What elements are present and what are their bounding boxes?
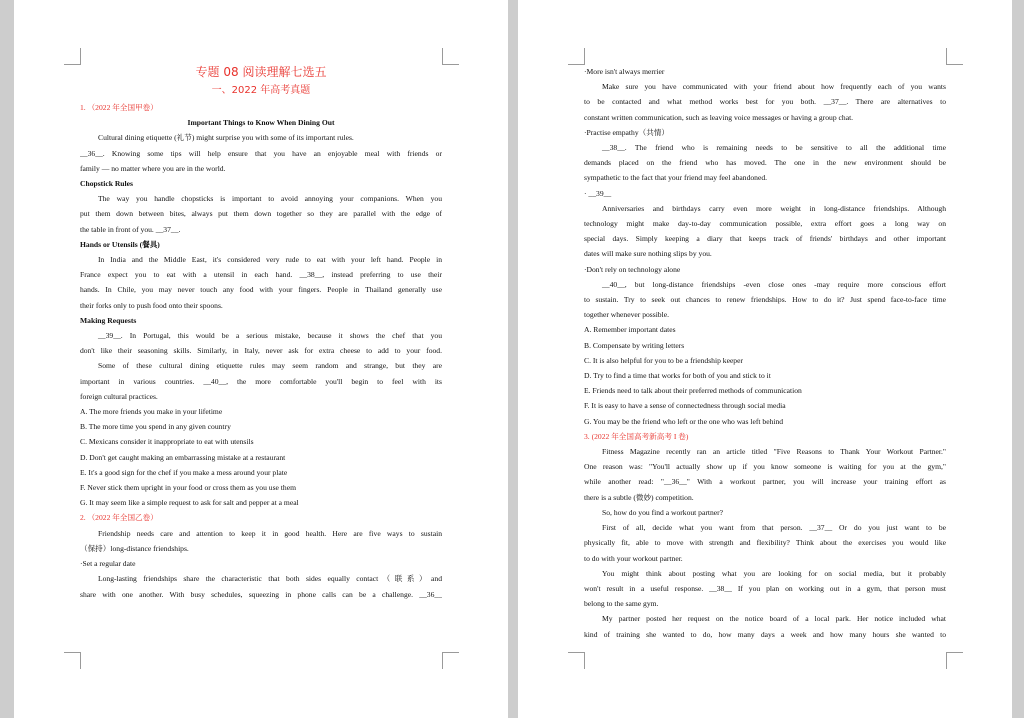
- text-line: dates will make sure nothing slips by you.: [584, 249, 712, 259]
- text-line: Make sure you have communicated with your friend about how frequently each of you wants: [602, 82, 946, 92]
- text-line: there is a subtle (微妙) competition.: [584, 492, 694, 502]
- text-line: physically fit, able to move with strength and flexibility? Think about the exercises you would like: [584, 538, 946, 548]
- text-line: belong to the same gym.: [584, 599, 659, 609]
- text-line: B. Compensate by writing letters: [584, 340, 685, 350]
- text-line: F. Never stick them upright in your food or cross them as you use them: [80, 483, 296, 493]
- text-line: The way you handle chopsticks is important to avoid annoying your companions. When you: [98, 194, 442, 204]
- text-line: don't like their seasoning skills. Similarly, in Italy, never ask for extra cheese to add to your food.: [80, 346, 442, 356]
- text-line: demands placed on the friend who has moved. The one in the new environment should be: [584, 158, 946, 168]
- text-line: My partner posted her request on the notice board of a local park. Her notice included what: [602, 614, 946, 624]
- text-line: E. Friends need to talk about their preferred methods of communication: [584, 386, 802, 396]
- text-line: F. It is easy to have a sense of connectedness through social media: [584, 401, 786, 411]
- text-line: G. It may seem like a simple request to ask for salt and pepper at a meal: [80, 498, 299, 508]
- page-corner-mark: [568, 48, 585, 65]
- page-corner-mark: [64, 652, 81, 669]
- text-line: ·Set a regular date: [80, 559, 136, 569]
- text-line: In India and the Middle East, it's considered very rude to eat with your left hand. People in: [98, 255, 442, 265]
- text-line: E. It's a good sign for the chef if you make a mess around your plate: [80, 467, 288, 477]
- text-line: won't result in a useful response. __38__ If you plan on working out in a gym, that person must: [584, 583, 946, 593]
- document-page-left: [14, 0, 508, 718]
- doc-subtitle: 一、2022 年高考真题: [211, 85, 311, 96]
- text-line: to sustain. Try to seek out chances to renew friendships. How to do it? Just spend face-to-face time: [584, 295, 946, 305]
- text-line: A. Remember important dates: [584, 325, 676, 335]
- text-line: Hands or Utensils (餐具): [80, 239, 160, 249]
- page-corner-mark: [442, 48, 459, 65]
- text-line: sympathetic to the fact that your friend may feel abandoned.: [584, 173, 768, 183]
- text-line: family — no matter where you are in the world.: [80, 163, 226, 173]
- text-line: Cultural dining etiquette (礼节) might surprise you with some of its important rules.: [98, 133, 354, 143]
- text-line: the table in front of you. __37__.: [80, 224, 181, 234]
- text-line: One reason was: "You'll actually show up if you know someone is waiting for you at the gym,": [584, 462, 946, 472]
- text-line: Making Requests: [80, 315, 137, 325]
- text-line: to be contacted and what method works best for you both. __37__. There are alternatives to: [584, 97, 946, 107]
- text-line: ·Don't rely on technology alone: [584, 264, 681, 274]
- text-line: France expect you to eat with a utensil in each hand. __38__, instead preferring to use their: [80, 270, 442, 280]
- text-line: Friendship needs care and attention to keep it in good health. Here are five ways to sustain: [98, 528, 442, 538]
- text-line: Anniversaries and birthdays carry even more weight in long-distance friendships. Although: [602, 203, 946, 213]
- text-line: So, how do you find a workout partner?: [602, 507, 724, 517]
- text-line: G. You may be the friend who left or the one who was left behind: [584, 416, 784, 426]
- text-line: ·More isn't always merrier: [584, 67, 665, 76]
- page-corner-mark: [64, 48, 81, 65]
- text-line: foreign cultural practices.: [80, 391, 158, 401]
- text-line: Some of these cultural dining etiquette rules may seem random and strange, but they are: [98, 361, 442, 371]
- text-line: __36__. Knowing some tips will help ensure that you have an enjoyable meal with friends or: [80, 148, 442, 158]
- page-corner-mark: [442, 652, 459, 669]
- page-corner-mark: [946, 48, 963, 65]
- text-line: technology might make day-to-day communication possible, extra effort goes a long way on: [584, 219, 946, 229]
- text-line: 1. （2022 年全国甲卷）: [80, 103, 158, 112]
- page-text-body: [584, 64, 946, 642]
- text-line: Chopstick Rules: [80, 179, 133, 189]
- doc-title: 专题 08 阅读理解七选五: [195, 65, 327, 79]
- document-page-right: [518, 0, 1012, 718]
- text-line: · __39__: [584, 188, 612, 198]
- text-line: C. It is also helpful for you to be a friendship keeper: [584, 355, 744, 365]
- text-line: 3. (2022 年全国高考新高考 I 卷): [584, 431, 689, 441]
- text-line: ·Practise empathy（共情）: [584, 127, 669, 137]
- text-line: to do with your workout partner.: [584, 553, 683, 563]
- text-line: First of all, decide what you want from that person. __37__ Or do you just want to be: [602, 523, 946, 533]
- text-line: Important Things to Know When Dining Out: [187, 118, 335, 128]
- text-line: 2. （2022 年全国乙卷）: [80, 513, 158, 523]
- text-line: B. The more time you spend in any given country: [80, 422, 231, 432]
- page-text-body: [80, 62, 442, 602]
- text-line: together whenever possible.: [584, 310, 669, 320]
- text-line: hands. In Chile, you may never touch any food with your fingers. People in Thailand generally use: [80, 285, 442, 295]
- text-line: D. Try to find a time that works for both of you and stick to it: [584, 371, 771, 381]
- text-line: You might think about posting what you are looking for on social media, but it probably: [602, 568, 946, 578]
- text-line: D. Don't get caught making an embarrassing mistake at a restaurant: [80, 452, 286, 462]
- text-line: （保持）long-distance friendships.: [80, 543, 189, 553]
- text-line: put them down between bites, always put them down together so they are parallel with the edge of: [80, 209, 442, 219]
- page-corner-mark: [946, 652, 963, 669]
- text-line: important in various countries. __40__, the more comfortable you'll begin to feel with its: [80, 376, 442, 386]
- text-line: Fitness Magazine recently ran an article titled "Five Reasons to Thank Your Workout Partner.": [602, 447, 946, 457]
- text-line: kind of training she wanted to do, how many days a week and how many hours she wanted to: [584, 629, 946, 639]
- text-line: C. Mexicans consider it inappropriate to eat with utensils: [80, 437, 254, 447]
- text-line: Long-lasting friendships share the characteristic that both sides equally contact（联系）and: [98, 574, 442, 584]
- text-line: special days. Simply keeping a diary that keeps track of friends' birthdays and other important: [584, 234, 946, 244]
- text-line: share with one another. With busy schedules, squeezing in phone calls can be a challenge. __36__: [80, 589, 442, 599]
- text-line: __40__, but long-distance friendships -even close ones -may require more conscious effort: [602, 279, 946, 289]
- text-line: constant written communication, such as leaving voice messages or having a group chat.: [584, 112, 854, 122]
- text-line: their forks only to push food onto their spoons.: [80, 300, 223, 310]
- text-line: __39__. In Portugal, this would be a serious mistake, because it shows the chef that you: [98, 331, 442, 341]
- text-line: while another read: "__36__" With a workout partner, you will increase your training effort as: [584, 477, 946, 487]
- text-line: A. The more friends you make in your lifetime: [80, 407, 223, 417]
- text-line: __38__. The friend who is remaining needs to be sensitive to all the additional time: [602, 143, 946, 153]
- page-corner-mark: [568, 652, 585, 669]
